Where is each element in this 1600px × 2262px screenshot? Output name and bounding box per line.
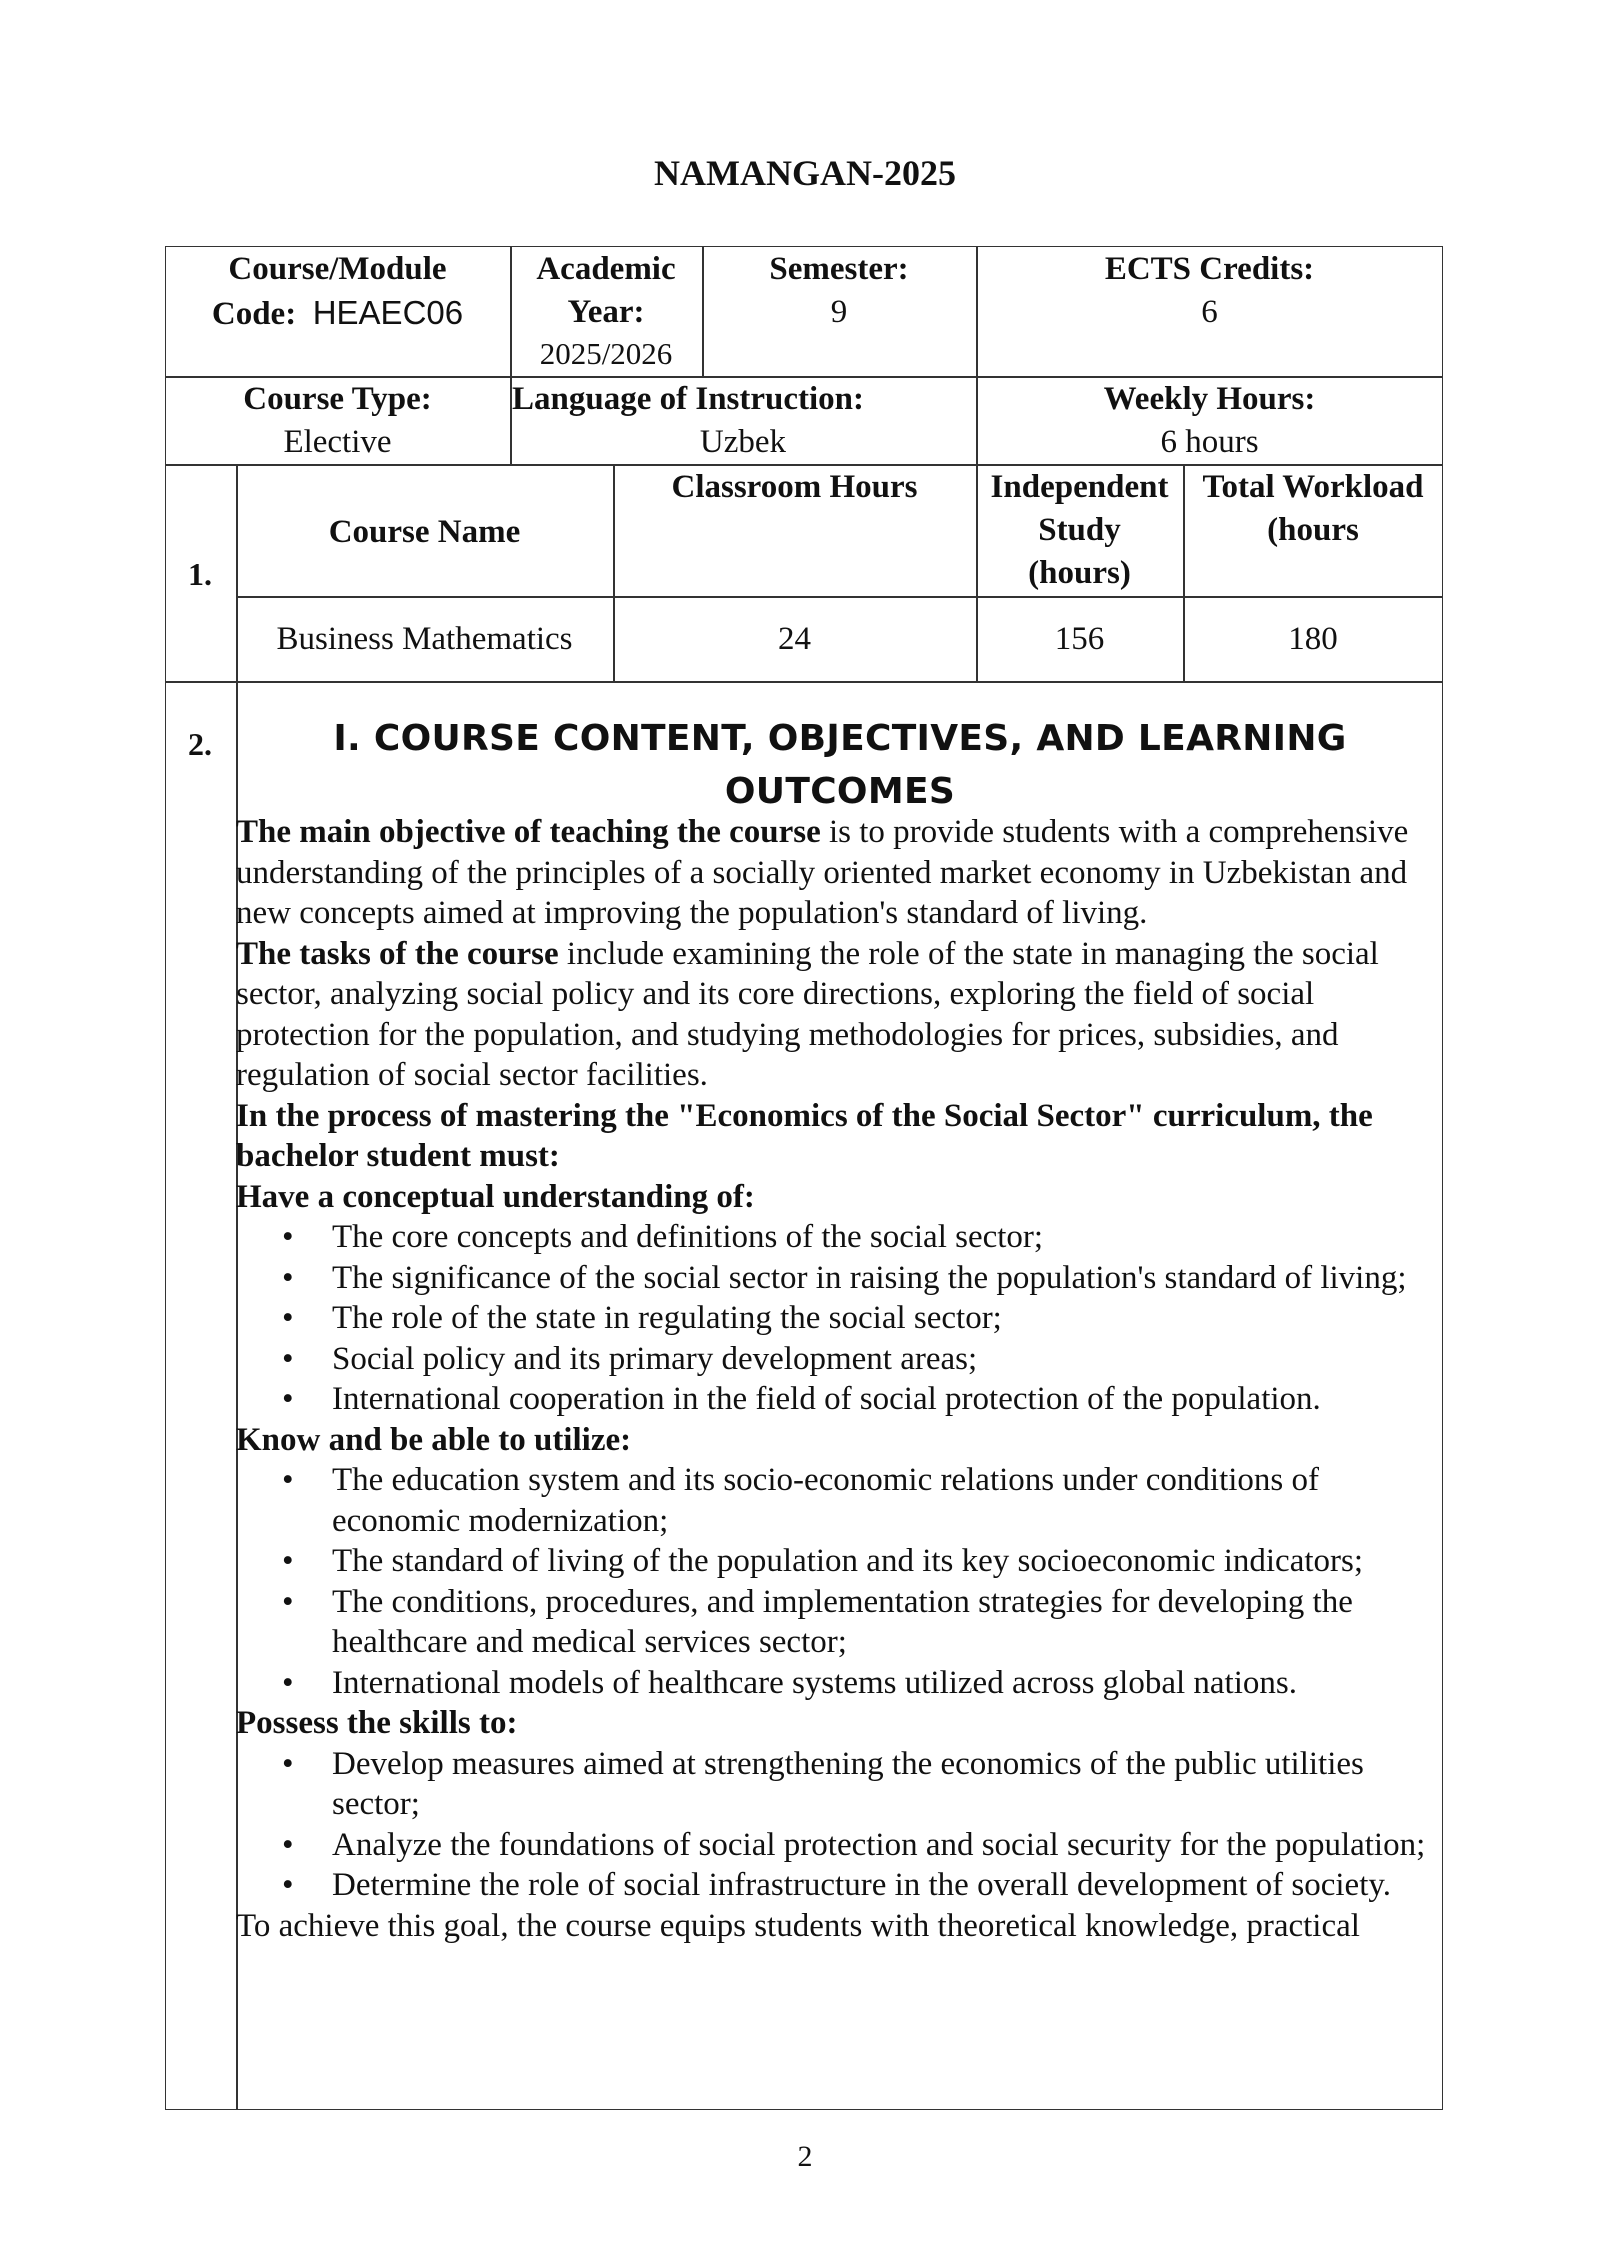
total-workload-header-line: (hours (1267, 512, 1359, 548)
independent-hours-value: 156 (1054, 621, 1105, 657)
weekly-hours-label: Weekly Hours: (1103, 381, 1316, 417)
course-code-label: Code: (211, 296, 297, 332)
semester-value: 9 (830, 294, 848, 330)
total-workload-header-line: Total Workload (1202, 469, 1424, 505)
list-item (282, 1825, 1446, 1866)
bullet-icon: • (282, 1300, 294, 1336)
bullet-icon: • (282, 1664, 294, 1701)
process-heading: In the process of mastering the "Economics of the Social Sector" curriculum, the bachelor student must: (236, 1097, 1373, 1174)
closing-paragraph: To achieve this goal, the course equips students with theoretical knowledge, practical (236, 1907, 1360, 1944)
tasks-lead: The tasks of the course (236, 935, 559, 972)
tasks-paragraph (236, 934, 1446, 1096)
course-code-cell (165, 248, 510, 336)
language-value: Uzbek (699, 424, 787, 460)
independent-study-header (976, 466, 1183, 595)
bullet-icon: • (282, 1543, 294, 1579)
objective-text: is to provide students with a comprehensive understanding of the principles of a socially oriented market economy in Uzbekistan and new concepts aimed at improving the population's standard of living. (236, 814, 1409, 931)
list-item-text: The significance of the social sector in raising the population's standard of living; (332, 1259, 1407, 1296)
academic-year-value: 2025/2026 (539, 336, 673, 371)
classroom-hours-header: Classroom Hours (671, 469, 918, 505)
bullet-icon: • (282, 1259, 294, 1296)
list-item-text: The role of the state in regulating the social sector; (332, 1300, 1002, 1336)
list-item (282, 1298, 1446, 1339)
bullet-icon: • (282, 1826, 294, 1863)
independent-study-header-line: (hours) (1028, 555, 1131, 591)
section-body (236, 812, 1446, 1946)
course-type-label: Course Type: (243, 381, 432, 417)
independent-study-header-line: Study (1038, 512, 1121, 548)
list-item-text: The core concepts and definitions of the social sector; (332, 1219, 1044, 1255)
list-item-text: The education system and its socio-economic relations under conditions of economic modernization; (332, 1462, 1320, 1539)
know-list (236, 1460, 1446, 1703)
semester-cell (702, 248, 976, 334)
row-number: 1. (188, 556, 212, 592)
bullet-icon: • (282, 1583, 294, 1620)
row-divider (165, 681, 1443, 683)
bullet-icon: • (282, 1219, 294, 1255)
total-workload-header (1183, 466, 1443, 552)
page-number: 2 (797, 2140, 813, 2173)
list-item-text: The conditions, procedures, and implementation strategies for developing the healthcare and medical services sector; (332, 1583, 1353, 1660)
document-header: NAMANGAN-2025 (654, 153, 956, 193)
objective-lead: The main objective of teaching the course (236, 814, 821, 850)
list-item (282, 1258, 1446, 1299)
section-title-line: OUTCOMES (724, 771, 956, 812)
objective-paragraph (236, 812, 1446, 934)
row-divider (236, 596, 1443, 598)
section-title-line: I. COURSE CONTENT, OBJECTIVES, AND LEARNING (333, 718, 1347, 759)
list-item-text: Develop measures aimed at strengthening the economics of the public utilities sector; (332, 1745, 1364, 1822)
independent-study-header-line: Independent (990, 469, 1169, 505)
bullet-icon: • (282, 1867, 294, 1903)
list-item (282, 1379, 1446, 1420)
list-item-text: International models of healthcare systems utilized across global nations. (332, 1664, 1297, 1701)
bullet-icon: • (282, 1745, 294, 1782)
academic-year-label: Academic (536, 251, 676, 287)
language-cell (510, 378, 976, 464)
ects-value: 6 (1201, 294, 1218, 330)
conceptual-heading: Have a conceptual understanding of: (236, 1178, 755, 1215)
list-item-text: Analyze the foundations of social protection and social security for the population; (332, 1826, 1426, 1863)
course-type-value: Elective (283, 424, 392, 460)
conceptual-list (236, 1217, 1446, 1420)
know-heading: Know and be able to utilize: (236, 1421, 632, 1458)
list-item (282, 1541, 1446, 1582)
bullet-icon: • (282, 1381, 294, 1417)
list-item (282, 1744, 1446, 1825)
course-code-value: HEAEC06 (312, 294, 464, 331)
academic-year-label: Year: (567, 294, 645, 330)
list-item-text: Determine the role of social infrastructure in the overall development of society. (332, 1867, 1391, 1903)
skills-list (236, 1744, 1446, 1906)
language-label: Language of Instruction: (512, 381, 865, 417)
course-name-header: Course Name (328, 514, 521, 550)
course-code-label: Course/Module (228, 251, 447, 287)
skills-heading: Possess the skills to: (236, 1705, 518, 1741)
academic-year-cell (510, 248, 702, 374)
classroom-hours-value: 24 (778, 621, 811, 657)
list-item (282, 1339, 1446, 1380)
course-name-value: Business Mathematics (276, 621, 573, 657)
semester-label: Semester: (769, 251, 909, 287)
ects-cell (976, 248, 1443, 334)
section-number: 2. (188, 726, 212, 762)
bullet-icon: • (282, 1462, 294, 1498)
weekly-hours-value: 6 hours (1160, 424, 1259, 460)
total-hours-value: 180 (1288, 621, 1338, 657)
course-code-line (165, 291, 510, 336)
list-item (282, 1217, 1446, 1258)
weekly-hours-cell (976, 378, 1443, 464)
list-item (282, 1460, 1446, 1541)
ects-label: ECTS Credits: (1104, 251, 1315, 287)
list-item-text: International cooperation in the field of social protection of the population. (332, 1381, 1321, 1417)
section-title (236, 712, 1444, 818)
list-item-text: The standard of living of the population and its key socioeconomic indicators; (332, 1543, 1364, 1579)
bullet-icon: • (282, 1340, 294, 1377)
list-item (282, 1582, 1446, 1663)
course-type-cell (165, 378, 510, 464)
list-item-text: Social policy and its primary development areas; (332, 1340, 978, 1377)
tasks-text: include examining the role of the state in managing the social sector, analyzing social policy and its core directions, exploring the field of social protection for the population, and studying methodologies for prices, subsidies, and regulation of social sector facilities. (236, 935, 1379, 1093)
list-item (282, 1663, 1446, 1704)
list-item (282, 1865, 1446, 1906)
